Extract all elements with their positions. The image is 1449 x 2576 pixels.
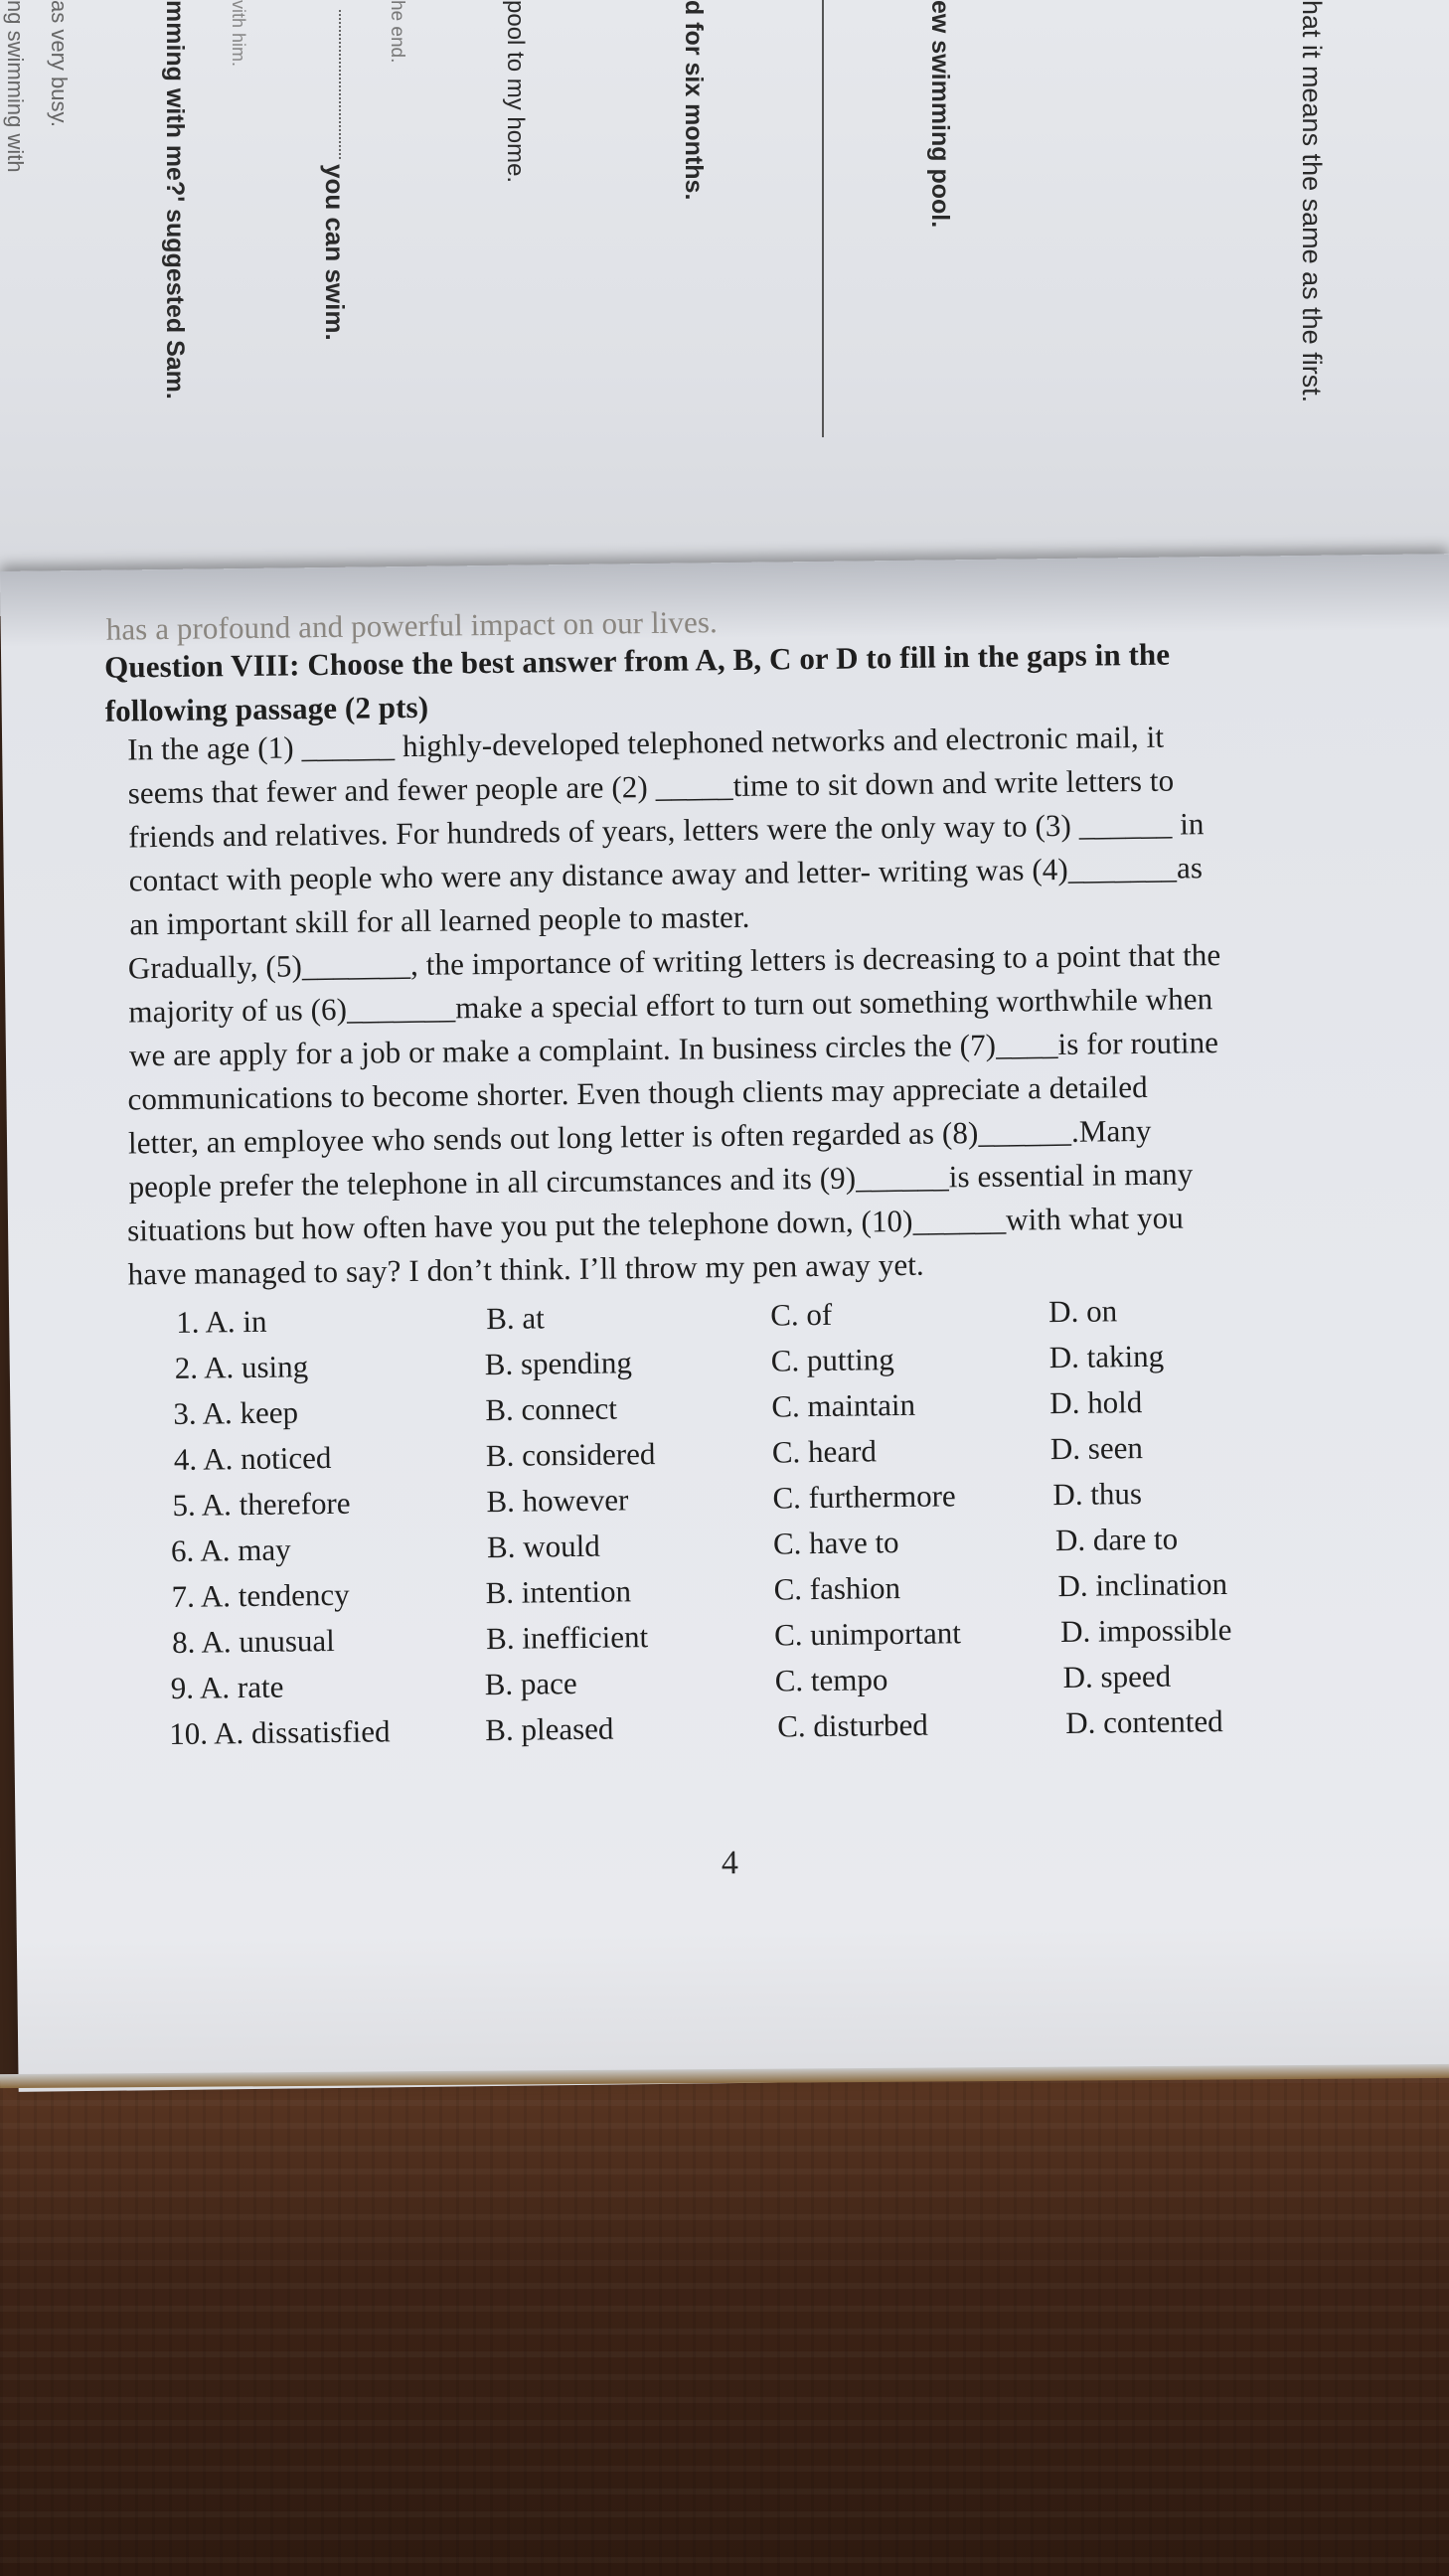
back-line-1: hat it means the same as the first. <box>1297 0 1327 403</box>
option-5c: C. furthermore <box>772 1478 956 1516</box>
option-2b: B. spending <box>484 1345 633 1382</box>
option-7d: D. inclination <box>1057 1565 1228 1604</box>
option-1b: B. at <box>486 1300 545 1337</box>
passage-line: friends and relatives. For hundreds of years, letters were the only way to (3) ______ in <box>128 806 1205 855</box>
passage-line: have managed to say? I don’t think. I’ll throw my pen away yet. <box>127 1246 924 1292</box>
option-8a: 8. A. unusual <box>171 1622 336 1660</box>
back-line-8: mming with me?' suggested Sam. <box>161 0 189 400</box>
option-6d: D. dare to <box>1054 1521 1179 1558</box>
answer-rule-line <box>822 0 824 437</box>
passage-line: majority of us (6)_______make a special effort to turn out something worthwhile when <box>128 981 1213 1030</box>
back-line-10: ng swimming with <box>3 0 28 173</box>
option-2c: C. putting <box>770 1342 894 1378</box>
option-4a: 4. A. noticed <box>173 1439 332 1477</box>
passage-line: we are apply for a job or make a complaint. In business circles the (7)____is for routine <box>128 1025 1219 1073</box>
option-3b: B. connect <box>485 1390 618 1428</box>
option-2d: D. taking <box>1048 1338 1165 1375</box>
option-9c: C. tempo <box>774 1662 888 1698</box>
question-title-cont: following passage (2 pts) <box>104 689 429 728</box>
option-5d: D. thus <box>1052 1476 1143 1513</box>
back-line-9: as very busy. <box>47 0 72 127</box>
back-line-2: ew swimming pool. <box>926 0 954 229</box>
dotted-answer-line <box>339 10 341 159</box>
back-line-3: d for six months. <box>680 0 708 201</box>
option-4b: B. considered <box>485 1436 656 1474</box>
option-7b: B. intention <box>485 1573 632 1611</box>
back-sheet <box>0 0 1449 616</box>
passage-line: situations but how often have you put the telephone down, (10)______with what you <box>126 1200 1185 1248</box>
option-9a: 9. A. rate <box>170 1669 284 1705</box>
option-9d: D. speed <box>1062 1658 1172 1695</box>
faded-previous-line: has a profound and powerful impact on our lives. <box>105 604 719 647</box>
passage-line: contact with people who were any distance away and letter- writing was (4)_______as <box>128 850 1204 898</box>
option-1d: D. on <box>1047 1293 1118 1330</box>
option-5a: 5. A. therefore <box>172 1485 351 1523</box>
passage-line: seems that fewer and fewer people are (2) _____time to sit down and write letters to <box>127 762 1175 811</box>
passage-line: communications to become shorter. Even though clients may appreciate a detailed <box>127 1068 1148 1117</box>
passage-line: Gradually, (5)_______, the importance of writing letters is decreasing to a point that the <box>127 937 1221 986</box>
option-1c: C. of <box>769 1296 833 1333</box>
back-line-7: vith him. <box>229 0 248 68</box>
option-3c: C. maintain <box>771 1386 916 1424</box>
option-6c: C. have to <box>772 1525 899 1561</box>
option-5b: B. however <box>486 1482 629 1520</box>
option-7c: C. fashion <box>773 1570 901 1607</box>
question-title: Question VIII: Choose the best answer from A, B, C or D to fill in the gaps in the <box>103 636 1171 685</box>
option-2a: 2. A. using <box>174 1349 309 1385</box>
option-3d: D. hold <box>1049 1384 1143 1421</box>
back-line-6: you can swim. <box>320 164 350 341</box>
option-10a: 10. A. dissatisfied <box>169 1713 391 1752</box>
option-4c: C. heard <box>771 1433 878 1470</box>
option-3a: 3. A. keep <box>173 1394 299 1431</box>
option-10c: C. disturbed <box>777 1706 929 1744</box>
passage-line: an important skill for all learned people to master. <box>129 898 750 942</box>
option-8b: B. inefficient <box>485 1619 649 1657</box>
option-6b: B. would <box>486 1528 600 1565</box>
option-4d: D. seen <box>1049 1430 1144 1467</box>
option-7a: 7. A. tendency <box>171 1576 350 1614</box>
page-number: 4 <box>721 1845 739 1882</box>
option-8d: D. impossible <box>1059 1611 1232 1650</box>
option-6a: 6. A. may <box>170 1531 291 1568</box>
passage-line: letter, an employee who sends out long letter is often regarded as (8)______.Many <box>127 1112 1152 1161</box>
exam-sheet <box>0 554 1449 2092</box>
back-line-4: pool to my home. <box>502 0 529 184</box>
option-10d: D. contented <box>1065 1703 1223 1740</box>
wooden-table <box>0 2077 1449 2576</box>
passage-line: In the age (1) ______ highly-developed telephoned networks and electronic mail, it <box>126 719 1165 767</box>
back-line-5: he end. <box>387 0 407 64</box>
option-9b: B. pace <box>484 1665 577 1702</box>
option-8c: C. unimportant <box>773 1615 962 1653</box>
option-1a: 1. A. in <box>176 1303 267 1340</box>
option-10b: B. pleased <box>485 1710 614 1748</box>
passage-line: people prefer the telephone in all circumstances and its (9)______is essential in many <box>128 1156 1194 1205</box>
